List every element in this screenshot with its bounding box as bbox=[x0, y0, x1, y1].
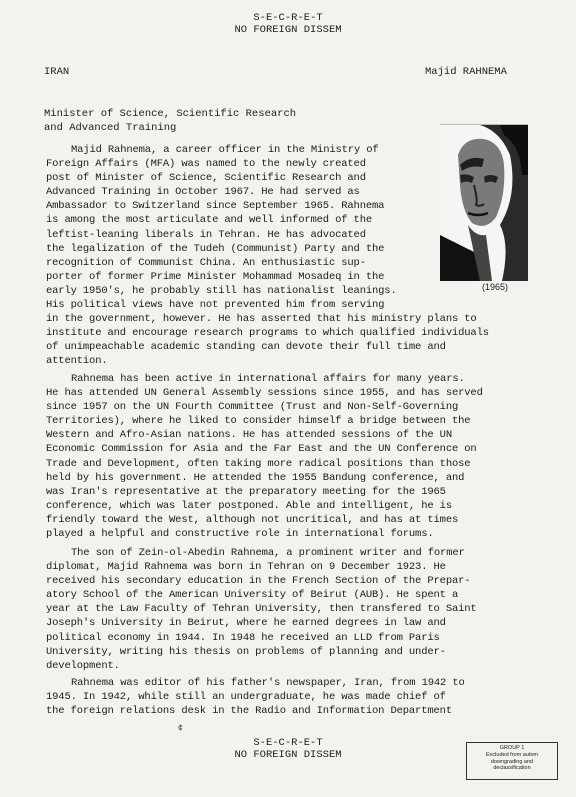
text-line: the legalization of the Tudeh (Communist) Party and the bbox=[46, 242, 385, 255]
text-line: Majid Rahnema, a career officer in the Ministry of bbox=[71, 144, 379, 156]
stamp-text: downgrading and bbox=[490, 758, 534, 765]
paragraph bbox=[46, 143, 536, 369]
dissemination-marking: NO FOREIGN DISSEM bbox=[234, 24, 342, 36]
text-line: Rahnema has been active in international affairs for many years. bbox=[71, 373, 465, 385]
text-line: Joseph's University in Beirut, where he earned degrees in law and bbox=[46, 617, 446, 630]
country-label: IRAN bbox=[44, 66, 70, 78]
text-line: of unimpeachable academic standing can devote their full time and bbox=[46, 341, 446, 354]
text-line: post of Minister of Science, Scientific Research and bbox=[46, 172, 366, 185]
text-line: friendly toward the West, although not uncritical, and has at times bbox=[46, 513, 459, 526]
classification-marking: S-E-C-R-E-T bbox=[253, 737, 323, 749]
text-line: Rahnema was editor of his father's newspaper, Iran, from 1942 to bbox=[71, 677, 465, 689]
text-line: His political views have not prevented him from serving bbox=[46, 299, 385, 312]
text-line: is among the most articulate and well informed of the bbox=[46, 214, 373, 227]
text-line: The son of Zein-ol-Abedin Rahnema, a prominent writer and former bbox=[71, 547, 465, 559]
text-line: early 1950's, he probably still has nationalist leanings. bbox=[46, 284, 397, 297]
paragraph bbox=[46, 676, 536, 718]
text-line: atory School of the American University of Beirut (AUB). He spent a bbox=[46, 589, 459, 602]
paragraph bbox=[46, 546, 536, 673]
position-title-line: Minister of Science, Scientific Research bbox=[44, 108, 297, 120]
text-line: leftist-leaning liberals in Tehran. He has advocated bbox=[46, 228, 366, 241]
text-line: diplomat, Majid Rahnema was born in Tehran on 9 December 1923. He bbox=[46, 561, 446, 574]
text-line: He has attended UN General Assembly sessions since 1955, and has served bbox=[46, 387, 483, 400]
stamp-text: declassification bbox=[493, 765, 531, 772]
text-line: Foreign Affairs (MFA) was named to the newly created bbox=[46, 158, 366, 171]
text-line: institute and encourage research programs to which qualified individuals bbox=[46, 327, 489, 340]
text-line: Territories), where he liked to consider himself a bridge between the bbox=[46, 415, 471, 428]
text-line: recognition of Communist China. An enthusiastic sup- bbox=[46, 256, 366, 269]
text-line: Trade and Development, often taking more radical positions than those bbox=[46, 457, 471, 470]
text-line: conference, which was later postponed. Able and intelligent, he is bbox=[46, 499, 452, 512]
dissemination-marking: NO FOREIGN DISSEM bbox=[234, 749, 342, 761]
position-title-line: and Advanced Training bbox=[44, 122, 177, 134]
text-line: University, writing his thesis on problems of planning and under- bbox=[46, 645, 446, 658]
text-line: held by his government. He attended the 1955 Bandung conference, and bbox=[46, 471, 465, 484]
text-line: attention. bbox=[46, 355, 108, 368]
text-line: since 1957 on the UN Fourth Committee (Trust and Non-Self-Governing bbox=[46, 401, 459, 414]
text-line: the foreign relations desk in the Radio and Information Department bbox=[46, 705, 452, 718]
text-line: Ambassador to Switzerland since September 1965. Rahnema bbox=[46, 200, 385, 213]
declassification-stamp bbox=[466, 742, 558, 780]
stamp-group: GROUP 1 bbox=[499, 745, 525, 751]
text-line: received his secondary education in the French Section of the Prepar- bbox=[46, 575, 471, 588]
text-line: development. bbox=[46, 659, 120, 672]
classification-marking: S-E-C-R-E-T bbox=[253, 12, 323, 24]
text-line: played a helpful and constructive role in international forums. bbox=[46, 528, 434, 541]
text-line: Western and Afro-Asian nations. He has attended sessions of the UN bbox=[46, 429, 452, 442]
text-line: Economic Commission for Asia and the Far East and the UN Conference on bbox=[46, 443, 477, 456]
text-line: political economy in 1944. In 1948 he received an LLD from Paris bbox=[46, 631, 440, 644]
paragraph bbox=[46, 372, 536, 541]
subject-name: Majid RAHNEMA bbox=[425, 66, 507, 78]
stamp-text: Excluded from autom bbox=[486, 751, 538, 758]
text-line: was Iran's representative at the preparatory meeting for the 1965 bbox=[46, 485, 446, 498]
photo-caption: (1965) bbox=[482, 282, 509, 292]
stray-mark: ¢ bbox=[178, 724, 183, 733]
text-line: 1945. In 1942, while still an undergraduate, he was made chief of bbox=[46, 691, 446, 704]
text-line: year at the Law Faculty of Tehran University, then transfered to Saint bbox=[46, 603, 477, 616]
position-title bbox=[44, 107, 296, 135]
classification-header bbox=[0, 12, 576, 36]
text-line: in the government, however. He has asserted that his ministry plans to bbox=[46, 313, 477, 326]
text-line: porter of former Prime Minister Mohammad Mosadeq in the bbox=[46, 270, 385, 283]
text-line: Advanced Training in October 1967. He had served as bbox=[46, 186, 360, 199]
